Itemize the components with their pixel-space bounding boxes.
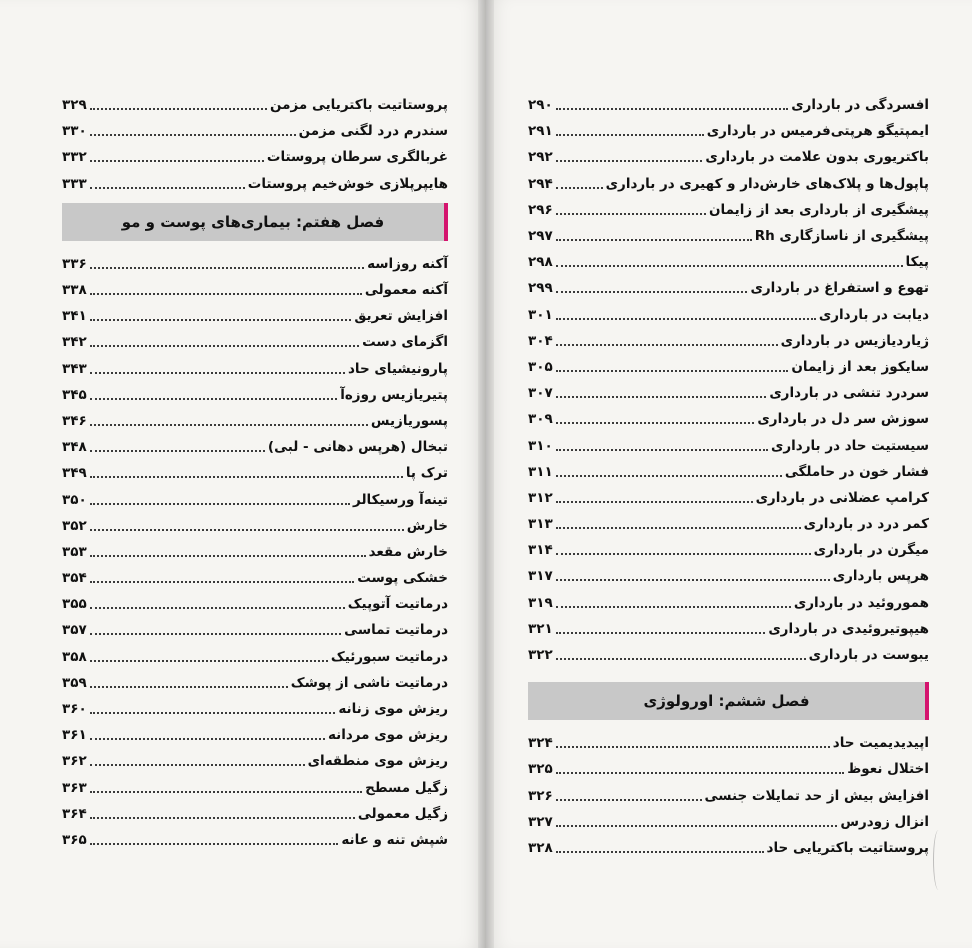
toc-entry-page-number: ۳۳۰ (62, 123, 87, 140)
toc-entry-page-number: ۳۱۹ (528, 594, 553, 611)
toc-entry-title: آکنه معمولی (364, 282, 448, 299)
toc-entry-title: درماتیت سبورئیک (330, 648, 448, 665)
toc-entry (62, 565, 448, 591)
toc-entry-title: کرامپ عضلانی در بارداری (755, 489, 929, 506)
toc-entry-page-number: ۳۴۵ (62, 386, 87, 403)
toc-leader-dots (556, 239, 752, 241)
toc-leader-dots (90, 529, 404, 531)
toc-entry-page-number: ۳۲۱ (528, 620, 553, 637)
toc-leader-dots (556, 370, 789, 372)
left-entries-top (62, 92, 448, 197)
toc-entry-page-number: ۳۰۷ (528, 385, 553, 402)
right-entries-bottom (528, 730, 929, 861)
toc-entry-title: ژیاردیازیس در بارداری (780, 332, 929, 349)
toc-leader-dots (556, 851, 764, 853)
toc-entry-page-number: ۳۰۱ (528, 306, 553, 323)
toc-entry-page-number: ۳۶۱ (62, 727, 87, 744)
toc-entry (528, 756, 929, 782)
chapter-heading-7: فصل هفتم: بیماری‌های پوست و مو (62, 203, 448, 241)
toc-entry-page-number: ۳۵۴ (62, 570, 87, 587)
toc-entry-page-number: ۲۹۲ (528, 149, 553, 166)
toc-entry-title: پیکا (905, 254, 929, 271)
toc-leader-dots (90, 712, 336, 714)
toc-leader-dots (90, 686, 288, 688)
toc-entry-page-number: ۳۵۸ (62, 648, 87, 665)
chapter-heading-6: فصل ششم: اورولوژی (528, 682, 929, 720)
book-gutter (478, 0, 494, 948)
toc-leader-dots (556, 799, 702, 801)
toc-entry-title: پاپول‌ها و پلاک‌های خارش‌دار و کهیری در بارداری (605, 175, 929, 192)
toc-entry-title: دیابت در بارداری (818, 306, 929, 323)
toc-leader-dots (90, 450, 265, 452)
toc-entry-title: اگزمای دست (362, 334, 448, 351)
toc-entry-title: سیستیت حاد در بارداری (771, 437, 929, 454)
toc-entry-title: سندرم درد لگنی مزمن (298, 123, 448, 140)
toc-entry-page-number: ۳۴۱ (62, 308, 87, 325)
toc-entry-title: اختلال نعوظ (847, 761, 929, 778)
toc-entry (528, 537, 929, 563)
toc-leader-dots (90, 843, 339, 845)
toc-entry-page-number: ۳۴۶ (62, 412, 87, 429)
toc-leader-dots (90, 738, 325, 740)
toc-entry-title: ریزش موی زنانه (338, 701, 448, 718)
toc-entry-page-number: ۲۹۴ (528, 175, 553, 192)
toc-entry-page-number: ۳۱۳ (528, 516, 553, 533)
right-toc (528, 92, 929, 861)
toc-entry-title: پارونیشیای حاد (348, 360, 448, 377)
toc-entry (62, 303, 448, 329)
toc-entry-page-number: ۳۴۳ (62, 360, 87, 377)
toc-leader-dots (90, 633, 341, 635)
toc-entry (62, 144, 448, 170)
toc-leader-dots (90, 503, 350, 505)
toc-entry-title: پروستاتیت باکتریایی حاد (766, 839, 929, 856)
toc-entry-page-number: ۲۹۹ (528, 280, 553, 297)
toc-entry (528, 223, 929, 249)
toc-leader-dots (556, 422, 755, 424)
toc-entry-title: ریزش موی منطقه‌ای (307, 753, 448, 770)
toc-entry (528, 616, 929, 642)
toc-entry-title: باکتریوری بدون علامت در بارداری (705, 149, 929, 166)
toc-entry-page-number: ۳۵۹ (62, 674, 87, 691)
toc-leader-dots (90, 424, 368, 426)
right-page (486, 0, 972, 948)
toc-entry-title: درماتیت تماسی (344, 622, 448, 639)
toc-entry-page-number: ۳۳۸ (62, 282, 87, 299)
toc-entry-title: افزایش تعریق (354, 308, 448, 325)
toc-entry-title: آکنه روزاسه (367, 255, 448, 272)
toc-entry (62, 408, 448, 434)
toc-entry-page-number: ۲۹۶ (528, 201, 553, 218)
left-entries (62, 251, 448, 853)
toc-entry-page-number: ۳۲۷ (528, 813, 553, 830)
toc-leader-dots (90, 555, 366, 557)
toc-leader-dots (556, 265, 903, 267)
toc-entry-page-number: ۳۶۲ (62, 753, 87, 770)
toc-entry (62, 644, 448, 670)
toc-entry-title: تبخال (هرپس دهانی - لبی) (267, 439, 448, 456)
toc-entry-page-number: ۲۹۱ (528, 123, 553, 140)
toc-entry-page-number: ۳۰۵ (528, 358, 553, 375)
toc-entry (62, 329, 448, 355)
toc-entry (62, 670, 448, 696)
toc-entry-title: تهوع و استفراغ در بارداری (750, 280, 929, 297)
toc-entry-title: کمر درد در بارداری (803, 516, 929, 533)
toc-entry-title: سوزش سر دل در بارداری (757, 411, 929, 428)
toc-entry (62, 434, 448, 460)
toc-leader-dots (556, 475, 782, 477)
toc-entry-title: ترک پا (405, 465, 448, 482)
toc-entry (62, 486, 448, 512)
toc-entry-page-number: ۳۲۸ (528, 839, 553, 856)
toc-entry (528, 92, 929, 118)
toc-leader-dots (556, 658, 806, 660)
toc-entry-title: سردرد تنشی در بارداری (769, 385, 929, 402)
toc-entry-title: خارش (406, 517, 448, 534)
toc-leader-dots (556, 449, 768, 451)
toc-entry (528, 197, 929, 223)
toc-leader-dots (90, 398, 337, 400)
toc-entry-page-number: ۳۱۲ (528, 489, 553, 506)
toc-entry (528, 171, 929, 197)
toc-leader-dots (556, 318, 816, 320)
toc-entry-title: اپیدیدیمیت حاد (832, 735, 929, 752)
toc-leader-dots (556, 501, 753, 503)
toc-entry-page-number: ۳۶۵ (62, 831, 87, 848)
toc-leader-dots (556, 825, 838, 827)
toc-entry-title: میگرن در بارداری (813, 542, 929, 559)
toc-leader-dots (556, 160, 703, 162)
toc-entry (528, 406, 929, 432)
toc-entry (528, 459, 929, 485)
toc-entry-page-number: ۳۶۴ (62, 805, 87, 822)
toc-leader-dots (556, 187, 603, 189)
toc-entry-page-number: ۳۴۹ (62, 465, 87, 482)
toc-entry-title: ایمپتیگو هرپتی‌فرمیس در بارداری (706, 123, 929, 140)
toc-entry (528, 485, 929, 511)
toc-entry-page-number: ۳۵۲ (62, 517, 87, 534)
toc-leader-dots (556, 632, 766, 634)
toc-entry-page-number: ۳۲۴ (528, 735, 553, 752)
toc-entry (62, 591, 448, 617)
toc-leader-dots (556, 606, 791, 608)
toc-entry-title: درماتیت ناشی از پوشک (290, 674, 448, 691)
toc-entry-page-number: ۳۶۰ (62, 701, 87, 718)
toc-leader-dots (556, 213, 706, 215)
toc-entry-title: زگیل مسطح (365, 779, 448, 796)
toc-entry-title: زگیل معمولی (357, 805, 448, 822)
toc-entry-page-number: ۳۰۴ (528, 332, 553, 349)
toc-entry-page-number: ۳۴۲ (62, 334, 87, 351)
toc-leader-dots (90, 476, 403, 478)
toc-entry (528, 783, 929, 809)
toc-entry-title: یبوست در بارداری (808, 647, 929, 664)
toc-leader-dots (556, 291, 748, 293)
toc-entry-page-number: ۳۶۳ (62, 779, 87, 796)
toc-entry-title: هرپس بارداری (832, 568, 929, 585)
toc-entry-title: پیشگیری از ناسازگاری Rh (754, 228, 929, 245)
toc-leader-dots (556, 108, 789, 110)
toc-entry (528, 563, 929, 589)
toc-entry-title: پتیریازیس روزه‌آ (340, 386, 448, 403)
toc-leader-dots (90, 660, 328, 662)
toc-entry-page-number: ۳۱۷ (528, 568, 553, 585)
toc-entry-title: هیپوتیروئیدی در بارداری (768, 620, 929, 637)
toc-leader-dots (90, 764, 305, 766)
toc-entry (62, 696, 448, 722)
toc-entry (62, 827, 448, 853)
toc-leader-dots (556, 746, 830, 748)
toc-leader-dots (556, 134, 704, 136)
toc-leader-dots (90, 791, 362, 793)
toc-entry (62, 356, 448, 382)
toc-entry-page-number: ۳۳۲ (62, 149, 87, 166)
toc-entry-page-number: ۳۳۳ (62, 175, 87, 192)
toc-entry (528, 118, 929, 144)
toc-leader-dots (556, 527, 801, 529)
toc-entry-page-number: ۲۹۸ (528, 254, 553, 271)
toc-leader-dots (90, 134, 296, 136)
toc-entry-page-number: ۲۹۰ (528, 97, 553, 114)
toc-entry-title: هایپرپلازی خوش‌خیم پروستات (247, 175, 448, 192)
toc-entry-page-number: ۳۴۸ (62, 439, 87, 456)
toc-entry-page-number: ۳۲۶ (528, 787, 553, 804)
toc-leader-dots (556, 579, 830, 581)
toc-entry (62, 118, 448, 144)
toc-leader-dots (556, 344, 778, 346)
toc-entry-title: پسوریازیس (370, 412, 448, 429)
toc-entry (62, 617, 448, 643)
toc-entry-title: خارش مقعد (368, 543, 448, 560)
toc-entry-page-number: ۳۲۹ (62, 97, 87, 114)
toc-entry (62, 92, 448, 118)
toc-entry-page-number: ۳۲۲ (528, 647, 553, 664)
toc-leader-dots (556, 772, 845, 774)
toc-leader-dots (90, 319, 352, 321)
toc-entry-page-number: ۲۹۷ (528, 228, 553, 245)
toc-entry-title: درماتیت آتوپیک (347, 596, 448, 613)
toc-entry (62, 171, 448, 197)
toc-entry-title: انزال زودرس (840, 813, 929, 830)
toc-entry (528, 328, 929, 354)
toc-entry (528, 354, 929, 380)
toc-entry (528, 809, 929, 835)
toc-entry-page-number: ۳۵۳ (62, 543, 87, 560)
toc-leader-dots (90, 293, 362, 295)
toc-leader-dots (90, 187, 245, 189)
toc-entry (528, 730, 929, 756)
toc-leader-dots (90, 581, 354, 583)
toc-leader-dots (90, 345, 359, 347)
toc-entry-title: ریزش موی مردانه (327, 727, 448, 744)
toc-entry (528, 642, 929, 668)
toc-entry-title: غربالگری سرطان پروستات (266, 149, 448, 166)
toc-entry (528, 380, 929, 406)
toc-entry (528, 144, 929, 170)
toc-entry-page-number: ۳۱۱ (528, 463, 553, 480)
toc-entry (62, 722, 448, 748)
toc-entry-page-number: ۳۵۷ (62, 622, 87, 639)
toc-leader-dots (556, 553, 811, 555)
toc-leader-dots (90, 607, 345, 609)
toc-entry-page-number: ۳۲۵ (528, 761, 553, 778)
toc-leader-dots (90, 267, 364, 269)
toc-entry (62, 801, 448, 827)
toc-leader-dots (90, 160, 264, 162)
toc-entry (528, 302, 929, 328)
toc-entry (62, 775, 448, 801)
toc-entry (62, 277, 448, 303)
toc-entry (62, 539, 448, 565)
page-edge-curl (933, 830, 944, 890)
toc-entry (62, 460, 448, 486)
toc-entry-title: افسردگی در بارداری (791, 97, 929, 114)
toc-entry (528, 249, 929, 275)
toc-leader-dots (90, 817, 355, 819)
toc-entry (62, 251, 448, 277)
toc-entry (528, 275, 929, 301)
toc-entry (528, 511, 929, 537)
toc-leader-dots (556, 396, 767, 398)
left-toc (62, 92, 448, 853)
right-entries (528, 92, 929, 668)
toc-entry (62, 748, 448, 774)
toc-entry-page-number: ۳۱۰ (528, 437, 553, 454)
toc-entry-title: هموروئید در بارداری (793, 594, 929, 611)
toc-entry-title: پروستاتیت باکتریایی مزمن (269, 97, 448, 114)
toc-entry-page-number: ۳۵۵ (62, 596, 87, 613)
toc-entry-title: تینه‌آ ورسیکالر (353, 491, 448, 508)
toc-leader-dots (90, 108, 267, 110)
toc-entry-page-number: ۳۳۶ (62, 255, 87, 272)
toc-entry-page-number: ۳۰۹ (528, 411, 553, 428)
toc-entry-title: پیشگیری از بارداری بعد از زایمان (709, 201, 929, 218)
toc-entry-title: افزایش بیش از حد تمایلات جنسی (704, 787, 929, 804)
toc-entry-title: فشار خون در حاملگی (784, 463, 929, 480)
toc-entry-title: خشکی پوست (357, 570, 448, 587)
toc-entry (62, 382, 448, 408)
toc-entry-page-number: ۳۱۴ (528, 542, 553, 559)
toc-entry (528, 590, 929, 616)
toc-entry-title: شپش تنه و عانه (341, 831, 448, 848)
toc-entry-title: سایکوز بعد از زایمان (791, 358, 929, 375)
toc-entry-page-number: ۳۵۰ (62, 491, 87, 508)
toc-entry (528, 835, 929, 861)
toc-entry (62, 513, 448, 539)
toc-leader-dots (90, 372, 345, 374)
toc-entry (528, 432, 929, 458)
